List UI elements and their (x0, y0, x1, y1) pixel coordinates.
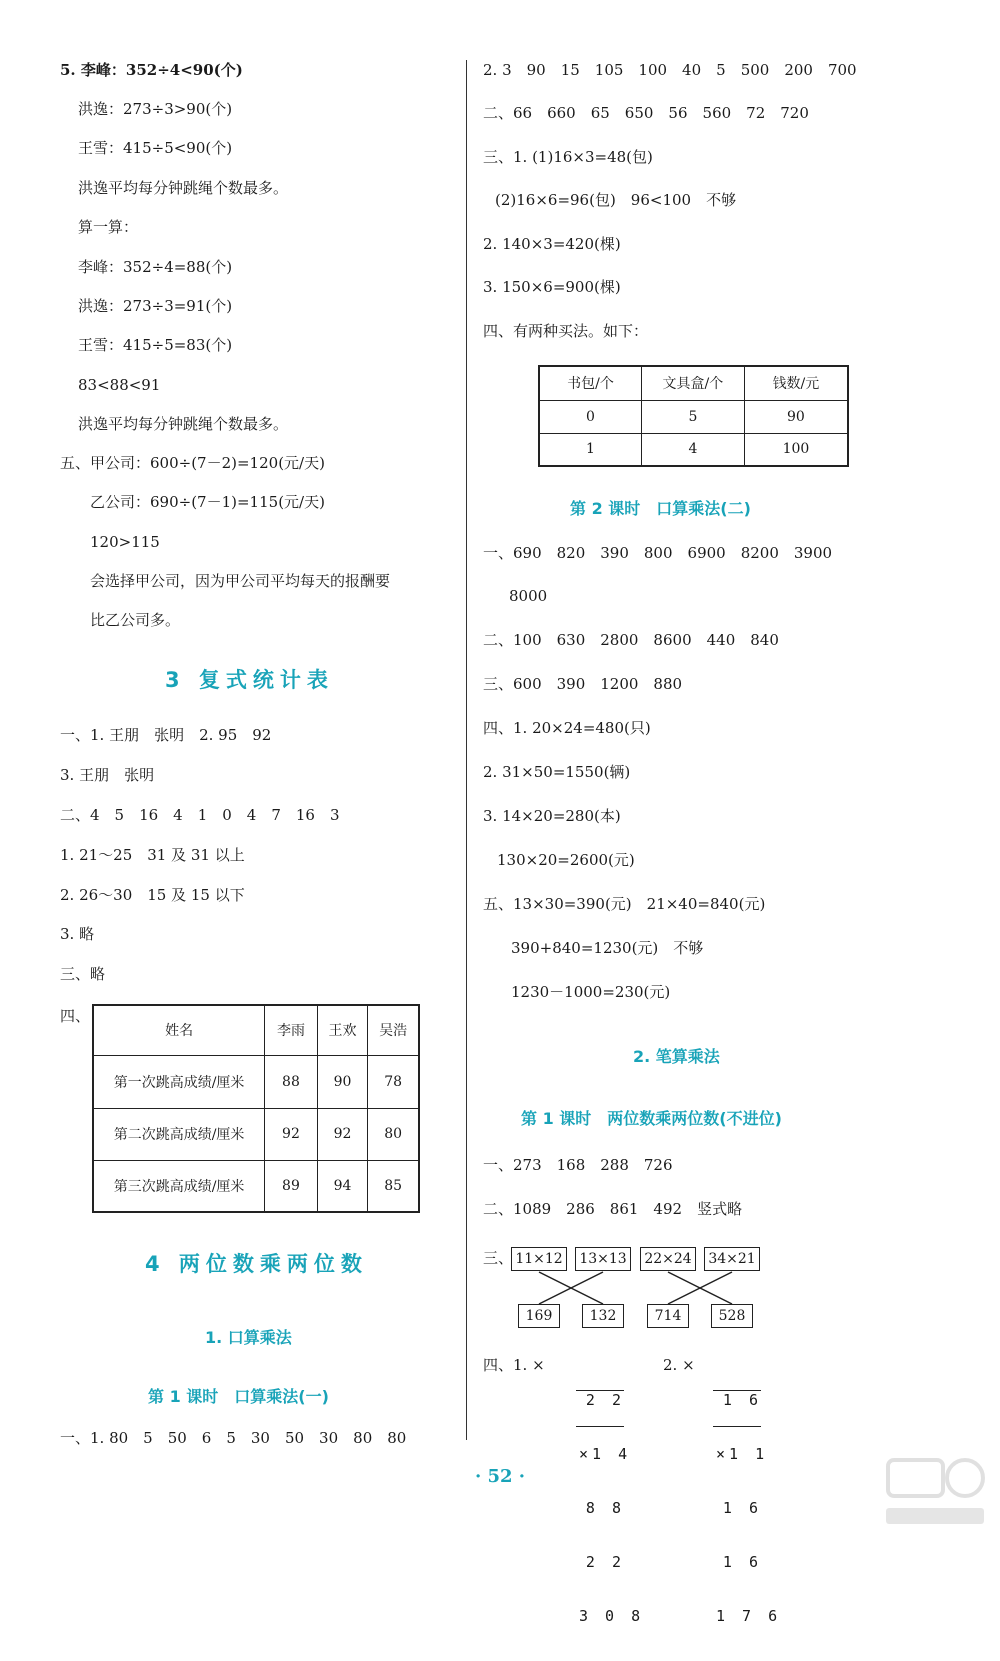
answer-line: 四、1. 20×24=480(只) (483, 719, 651, 737)
answer-line: 三、 (483, 1249, 514, 1267)
answer-line: 四、 (60, 1007, 91, 1025)
calc-row: 1 6 (722, 1391, 762, 1409)
calc-row: 2 2 (585, 1391, 625, 1409)
match-result: 132 (582, 1304, 624, 1328)
section-title: 4 两位数乘两位数 (145, 1252, 368, 1276)
answer-line: 二、66 660 65 650 56 560 72 720 (483, 104, 809, 122)
answer-line: 王雪：415÷5<90(个) (78, 139, 233, 157)
table-cell: 80 (368, 1108, 419, 1160)
answer-line: 3. 王朋 张明 (60, 766, 155, 784)
table-header: 王欢 (317, 1005, 368, 1055)
answer-line: 洪逸平均每分钟跳绳个数最多。 (78, 179, 289, 197)
answer-line: 一、690 820 390 800 6900 8200 3900 (483, 544, 833, 562)
answer-line: 3. 14×20=280(本) (483, 807, 621, 825)
match-result: 714 (647, 1304, 689, 1328)
answer-line: 2. 140×3=420(棵) (483, 235, 621, 253)
calc-row: 3 0 8 (579, 1607, 645, 1625)
match-expression: 22×24 (640, 1247, 696, 1271)
vertical-calc-1 (579, 1355, 645, 1661)
calc-row: 1 7 6 (716, 1607, 782, 1625)
answer-line: 1230－1000=230(元) (511, 983, 671, 1001)
watermark-logo (880, 1450, 990, 1530)
answer-line: 2. 31×50=1550(辆) (483, 763, 631, 781)
lesson-title: 第 1 课时 两位数乘两位数(不进位) (521, 1109, 782, 1128)
answer-line: 乙公司：690÷(7－1)=115(元/天) (90, 493, 325, 511)
answer-line: 3. 150×6=900(棵) (483, 278, 621, 296)
answer-line: 一、1. 80 5 50 6 5 30 50 30 80 80 (60, 1429, 407, 1447)
answer-line: 2. 3 90 15 105 100 40 5 500 200 700 (483, 61, 857, 79)
answer-line: 2. × (663, 1356, 695, 1374)
calc-row: 1 6 (722, 1499, 762, 1517)
answer-line: 算一算： (78, 218, 139, 236)
match-expression: 13×13 (575, 1247, 631, 1271)
answer-line: 王雪：415÷5=83(个) (78, 336, 233, 354)
lesson-title: 第 2 课时 口算乘法(二) (570, 499, 751, 518)
section-title: 3 复式统计表 (165, 668, 334, 692)
answer-line: 120>115 (90, 533, 160, 551)
match-expression: 11×12 (511, 1247, 567, 1271)
table-cell: 85 (368, 1160, 419, 1212)
table-cell: 88 (265, 1055, 318, 1108)
answer-line: (2)16×6=96(包) 96<100 不够 (495, 191, 737, 209)
table-header: 钱数/元 (744, 366, 848, 400)
answer-line: 一、273 168 288 726 (483, 1156, 673, 1174)
table-header: 姓名 (93, 1005, 265, 1055)
answer-line: 五、13×30=390(元) 21×40=840(元) (483, 895, 766, 913)
table-cell: 90 (744, 400, 848, 433)
answer-line: 四、有两种买法。如下： (483, 322, 649, 340)
answer-line: 比乙公司多。 (90, 611, 181, 629)
answer-line: 三、1. (1)16×3=48(包) (483, 148, 653, 166)
lesson-title: 第 1 课时 口算乘法(一) (148, 1387, 329, 1406)
answer-line: 390+840=1230(元) 不够 (511, 939, 704, 957)
page-number: · 52 · (474, 1466, 526, 1487)
calc-rule (713, 1390, 761, 1391)
answer-line: 李峰：352÷4=88(个) (78, 258, 233, 276)
table-cell: 0 (539, 400, 641, 433)
subsection-title: 2. 笔算乘法 (633, 1047, 720, 1066)
calc-row: ×1 4 (579, 1445, 632, 1463)
answer-line: 洪逸：273÷3=91(个) (78, 297, 233, 315)
table-cell: 94 (317, 1160, 368, 1212)
calc-row: ×1 1 (716, 1445, 769, 1463)
table-cell: 92 (317, 1108, 368, 1160)
table-header: 吴浩 (368, 1005, 419, 1055)
answer-line: 8000 (509, 587, 548, 605)
answer-line: 3. 略 (60, 925, 95, 943)
jump-score-table (92, 1004, 420, 1213)
table-header: 书包/个 (539, 366, 641, 400)
calc-row: 1 6 (722, 1553, 762, 1571)
calc-rule (576, 1426, 624, 1427)
calc-row: 2 2 (585, 1553, 625, 1571)
table-cell: 92 (265, 1108, 318, 1160)
answer-line: 130×20=2600(元) (497, 851, 635, 869)
table-cell: 90 (317, 1055, 368, 1108)
answer-line: 二、100 630 2800 8600 440 840 (483, 631, 779, 649)
table-cell: 1 (539, 433, 641, 466)
table-cell: 第三次跳高成绩/厘米 (93, 1160, 265, 1212)
answer-line: 会选择甲公司，因为甲公司平均每天的报酬要 (90, 572, 391, 590)
answer-line: 5. 李峰：352÷4<90(个) (60, 61, 243, 79)
table-cell: 78 (368, 1055, 419, 1108)
answer-line: 二、4 5 16 4 1 0 4 7 16 3 (60, 806, 340, 824)
answer-line: 2. 26～30 15 及 15 以下 (60, 886, 245, 904)
answer-line: 四、1. × (483, 1356, 545, 1374)
match-expression: 34×21 (704, 1247, 760, 1271)
calc-rule (576, 1390, 624, 1391)
answer-line: 洪逸：273÷3>90(个) (78, 100, 233, 118)
column-divider (466, 60, 467, 1440)
answer-line: 一、1. 王朋 张明 2. 95 92 (60, 726, 272, 744)
answer-line: 三、600 390 1200 880 (483, 675, 683, 693)
match-result: 169 (518, 1304, 560, 1328)
calc-rule (713, 1426, 761, 1427)
answer-line: 83<88<91 (78, 376, 161, 394)
table-header: 文具盒/个 (641, 366, 744, 400)
table-header: 李雨 (265, 1005, 318, 1055)
table-cell: 4 (641, 433, 744, 466)
table-cell: 5 (641, 400, 744, 433)
answer-line: 三、略 (60, 965, 106, 983)
vertical-calc-2 (716, 1355, 782, 1661)
answer-line: 1. 21～25 31 及 31 以上 (60, 846, 245, 864)
table-cell: 第二次跳高成绩/厘米 (93, 1108, 265, 1160)
table-cell: 89 (265, 1160, 318, 1212)
purchase-table (538, 365, 849, 467)
match-result: 528 (711, 1304, 753, 1328)
table-cell: 100 (744, 433, 848, 466)
answer-line: 洪逸平均每分钟跳绳个数最多。 (78, 415, 289, 433)
subsection-title: 1. 口算乘法 (205, 1328, 292, 1347)
table-cell: 第一次跳高成绩/厘米 (93, 1055, 265, 1108)
answer-line: 五、甲公司：600÷(7－2)=120(元/天) (60, 454, 325, 472)
match-lines (483, 1270, 783, 1306)
calc-row: 8 8 (585, 1499, 625, 1517)
answer-line: 二、1089 286 861 492 竖式略 (483, 1200, 743, 1218)
